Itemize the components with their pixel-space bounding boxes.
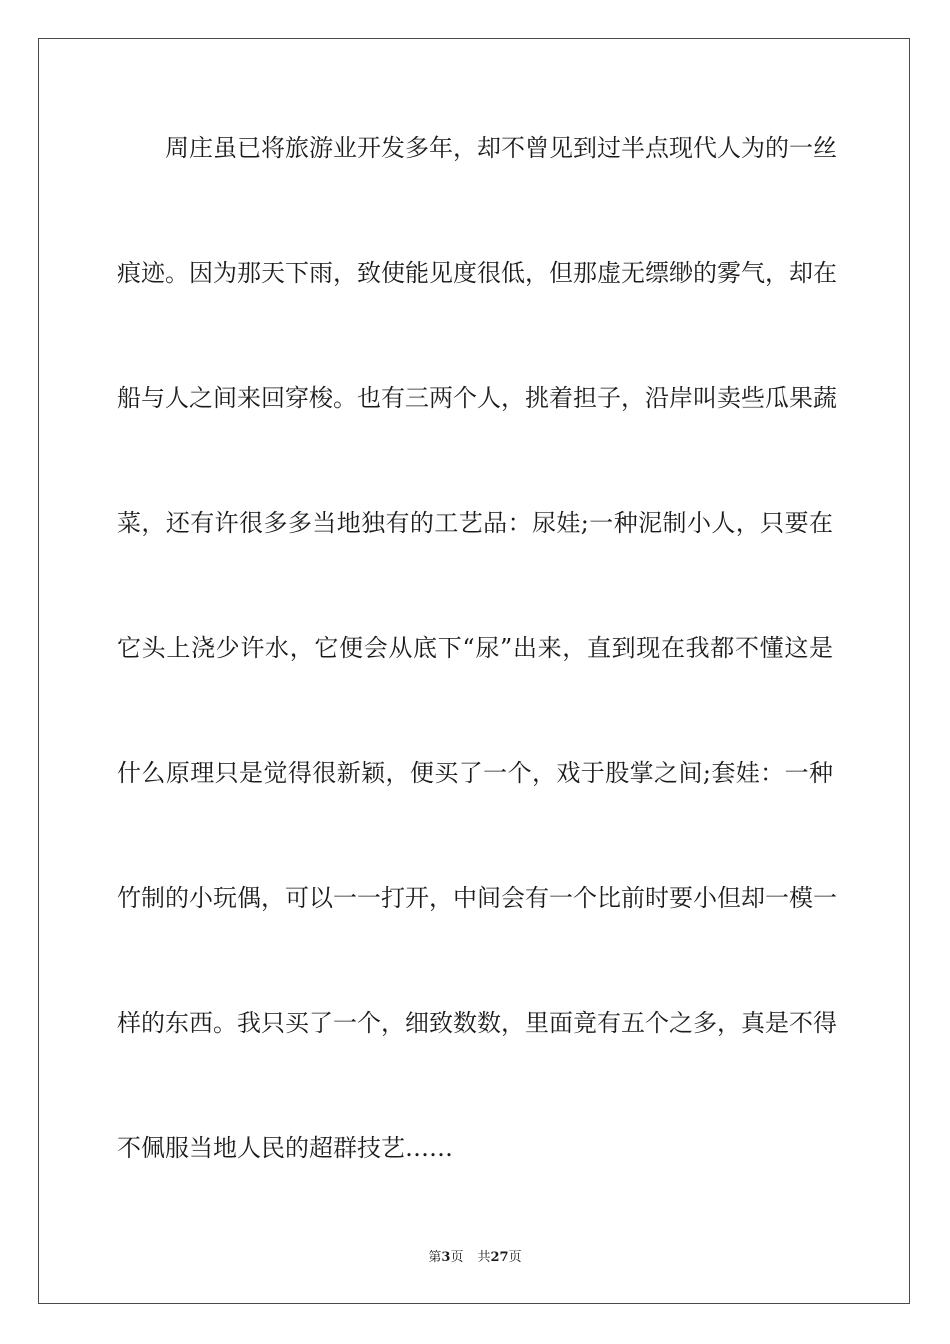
- text-line: 样的东西。我只买了一个，细致数数，里面竟有五个之多，真是不得: [117, 1009, 837, 1037]
- page-prefix: 第: [428, 1250, 442, 1265]
- document-body: [117, 118, 837, 1243]
- total-prefix: 共: [477, 1250, 491, 1265]
- page-number: 3: [441, 1250, 451, 1265]
- text-line: 周庄虽已将旅游业开发多年，却不曾见到过半点现代人为的一丝: [165, 134, 837, 162]
- page-unit: 页: [450, 1250, 464, 1265]
- text-line: 它头上浇少许水，它便会从底下“尿”出来，直到现在我都不懂这是: [117, 634, 833, 662]
- page-footer: [0, 1246, 950, 1265]
- total-unit: 页: [508, 1250, 522, 1265]
- text-line: 不佩服当地人民的超群技艺……: [117, 1134, 453, 1162]
- total-pages: 27: [490, 1250, 509, 1265]
- text-line: 菜，还有许很多多当地独有的工艺品：尿娃;一种泥制小人，只要在: [117, 509, 833, 537]
- text-line: 竹制的小玩偶，可以一一打开，中间会有一个比前时要小但却一模一: [117, 884, 837, 912]
- text-line: 船与人之间来回穿梭。也有三两个人，挑着担子，沿岸叫卖些瓜果蔬: [117, 384, 837, 412]
- text-line: 痕迹。因为那天下雨，致使能见度很低，但那虚无缥缈的雾气，却在: [117, 259, 837, 287]
- text-line: 什么原理只是觉得很新颖，便买了一个，戏于股掌之间;套娃：一种: [117, 759, 833, 787]
